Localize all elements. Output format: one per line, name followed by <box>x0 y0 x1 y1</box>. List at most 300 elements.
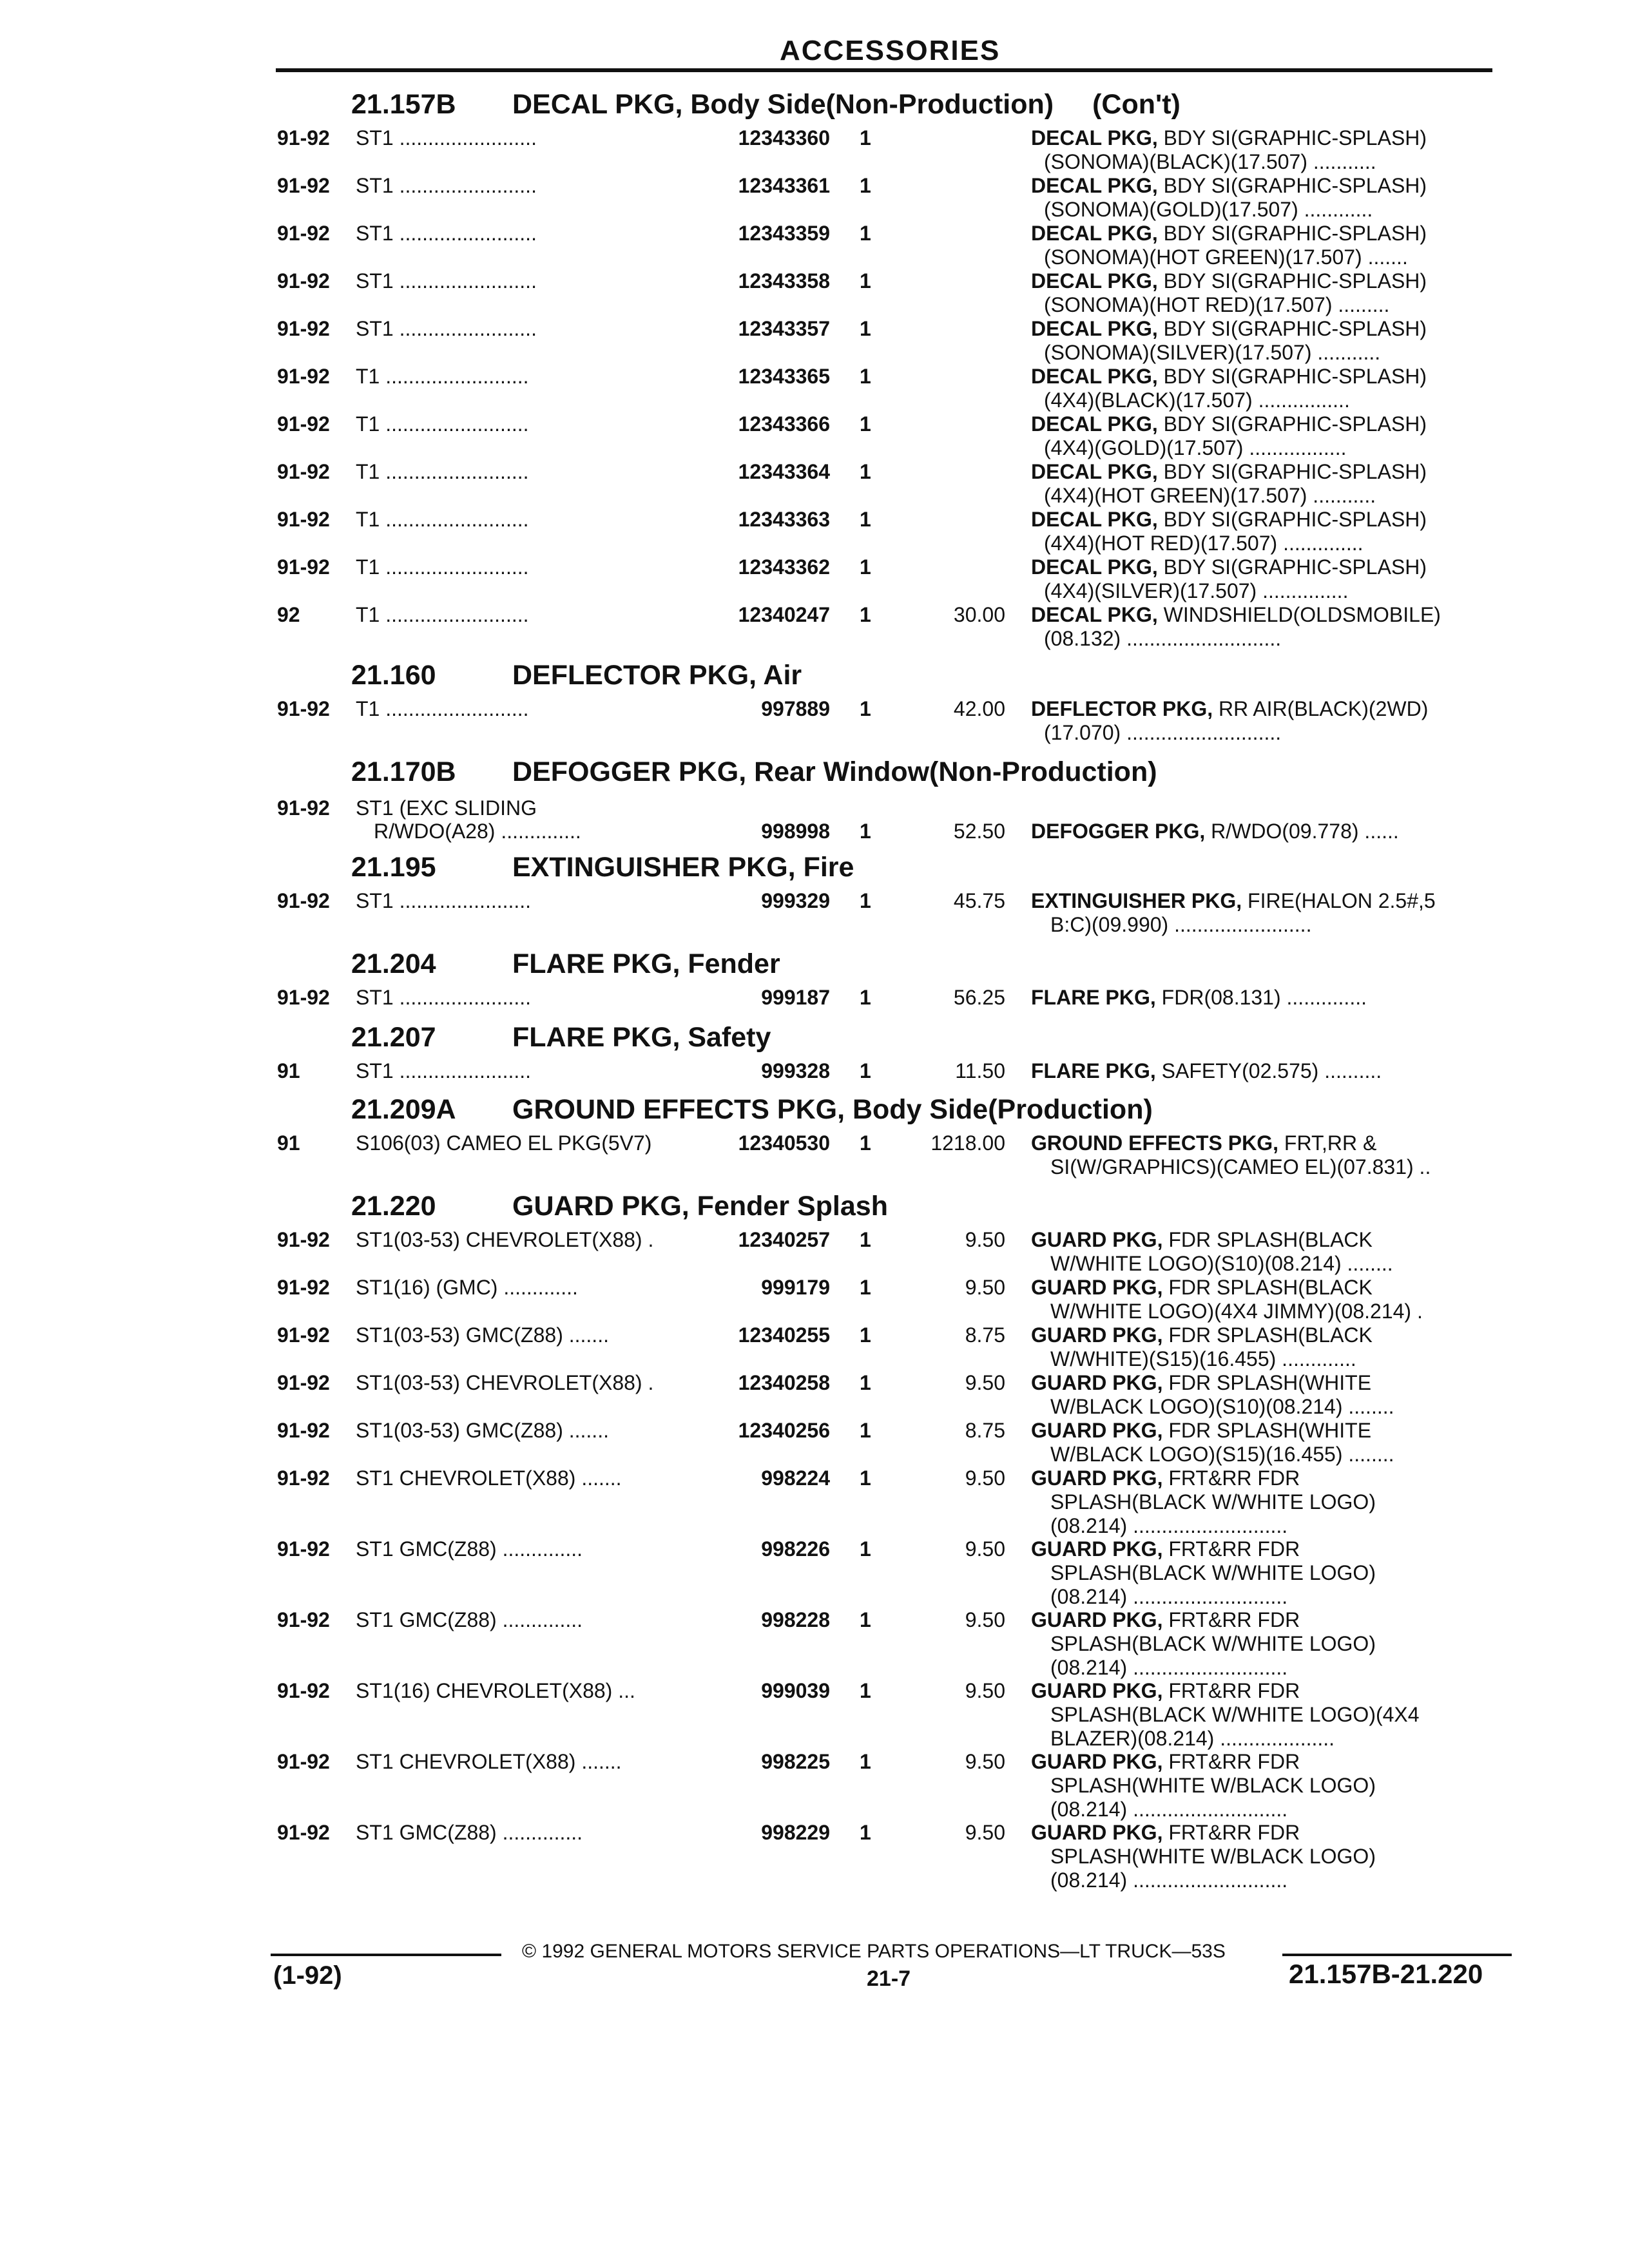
description-line-2: (SONOMA)(HOT GREEN)(17.507) ....... <box>1044 245 1408 269</box>
description-line-1: FRT&RR FDR <box>1162 1679 1300 1702</box>
price: 9.50 <box>965 1276 1005 1299</box>
description-line-2: SI(W/GRAPHICS)(CAMEO EL)(07.831) .. <box>1050 1155 1431 1178</box>
description-key: GUARD PKG, <box>1031 1323 1163 1347</box>
year: 91-92 <box>277 1466 330 1490</box>
description-key: GROUND EFFECTS PKG, <box>1031 1131 1279 1155</box>
price: 9.50 <box>965 1371 1005 1394</box>
part-number: 999329 <box>761 889 830 912</box>
table-row <box>0 365 1629 416</box>
section-title: GUARD PKG, Fender Splash <box>512 1191 888 1222</box>
quantity: 1 <box>860 174 871 197</box>
part-number: 12343360 <box>738 126 830 149</box>
section-heading <box>351 948 780 980</box>
description-line-3: (08.214) ........................... <box>1050 1798 1288 1821</box>
part-number: 12343359 <box>738 222 830 245</box>
description <box>1031 412 1427 460</box>
table-row <box>0 269 1629 321</box>
part-number: 997889 <box>761 697 830 720</box>
description-line-1: FRT&RR FDR <box>1162 1750 1300 1773</box>
description-line-1: BDY SI(GRAPHIC-SPLASH) <box>1157 365 1427 388</box>
table-row <box>0 412 1629 464</box>
table-row <box>0 508 1629 559</box>
quantity: 1 <box>860 1821 871 1844</box>
description-line-2: W/BLACK LOGO)(S10)(08.214) ........ <box>1050 1395 1394 1418</box>
quantity: 1 <box>860 1537 871 1561</box>
table-row <box>0 1323 1629 1375</box>
model: T1 ......................... <box>356 412 529 436</box>
quantity: 1 <box>860 508 871 531</box>
year: 91-92 <box>277 796 330 820</box>
section-heading <box>351 89 1181 120</box>
price: 9.50 <box>965 1679 1005 1702</box>
model: ST1 GMC(Z88) .............. <box>356 1821 583 1844</box>
description <box>1031 986 1367 1010</box>
description-line-1: FRT&RR FDR <box>1162 1537 1300 1561</box>
header-rule <box>276 68 1492 72</box>
description-key: DECAL PKG, <box>1031 365 1158 388</box>
description-line-2: SPLASH(BLACK W/WHITE LOGO)(4X4 <box>1050 1703 1420 1726</box>
year: 91 <box>277 1059 300 1082</box>
description <box>1031 1371 1394 1419</box>
year: 91-92 <box>277 1821 330 1844</box>
description-key: DECAL PKG, <box>1031 460 1158 483</box>
description <box>1031 1323 1373 1371</box>
model: T1 ......................... <box>356 555 529 579</box>
section-title: GROUND EFFECTS PKG, Body Side(Production) <box>512 1094 1153 1125</box>
year: 91-92 <box>277 1679 330 1702</box>
description-line-2: (17.070) ........................... <box>1044 721 1282 744</box>
part-number: 12343361 <box>738 174 830 197</box>
description-line-1: BDY SI(GRAPHIC-SPLASH) <box>1157 460 1427 483</box>
description-key: DECAL PKG, <box>1031 222 1158 245</box>
year: 91-92 <box>277 508 330 531</box>
description <box>1031 1419 1394 1466</box>
year: 91-92 <box>277 986 330 1009</box>
description <box>1031 1821 1376 1892</box>
part-number: 12343364 <box>738 460 830 483</box>
price: 45.75 <box>953 889 1005 912</box>
part-number: 12340257 <box>738 1228 830 1251</box>
price: 1218.00 <box>930 1131 1005 1155</box>
model: ST1 ....................... <box>356 986 532 1009</box>
description <box>1031 269 1427 317</box>
year: 91-92 <box>277 1228 330 1251</box>
quantity: 1 <box>860 222 871 245</box>
description-key: DECAL PKG, <box>1031 126 1158 149</box>
part-number: 998998 <box>761 820 830 843</box>
description-key: DECAL PKG, <box>1031 508 1158 531</box>
description <box>1031 126 1427 174</box>
description-line-1: FIRE(HALON 2.5#,5 <box>1242 889 1436 912</box>
table-row <box>0 1131 1629 1183</box>
description-line-1: BDY SI(GRAPHIC-SPLASH) <box>1157 222 1427 245</box>
part-number: 12343363 <box>738 508 830 531</box>
quantity: 1 <box>860 412 871 436</box>
description <box>1031 555 1427 603</box>
table-row <box>0 1750 1629 1821</box>
price: 56.25 <box>953 986 1005 1009</box>
table-row <box>0 1228 1629 1280</box>
part-number: 12343357 <box>738 317 830 340</box>
description-line-1: BDY SI(GRAPHIC-SPLASH) <box>1157 508 1427 531</box>
part-number: 998224 <box>761 1466 830 1490</box>
model: ST1 GMC(Z88) .............. <box>356 1608 583 1631</box>
section-heading <box>351 756 1157 788</box>
section-number: 21.170B <box>351 756 456 787</box>
model: ST1 ........................ <box>356 126 537 149</box>
year: 91-92 <box>277 889 330 912</box>
description-line-2: SPLASH(BLACK W/WHITE LOGO) <box>1050 1490 1376 1514</box>
description-line-1: BDY SI(GRAPHIC-SPLASH) <box>1157 126 1427 149</box>
year: 91-92 <box>277 222 330 245</box>
quantity: 1 <box>860 269 871 293</box>
footer-rule-left <box>271 1954 501 1956</box>
quantity: 1 <box>860 1419 871 1442</box>
description-line-2: SPLASH(WHITE W/BLACK LOGO) <box>1050 1774 1376 1797</box>
model: T1 ......................... <box>356 697 529 720</box>
section-title: FLARE PKG, Safety <box>512 1022 771 1053</box>
description-line-1: FDR SPLASH(BLACK <box>1162 1228 1373 1251</box>
section-title: EXTINGUISHER PKG, Fire <box>512 852 854 883</box>
table-row <box>0 1371 1629 1423</box>
quantity: 1 <box>860 1131 871 1155</box>
model: ST1 ....................... <box>356 889 532 912</box>
description <box>1031 222 1427 269</box>
description-line-1: R/WDO(09.778) ...... <box>1205 820 1399 843</box>
description-line-2: (SONOMA)(SILVER)(17.507) ........... <box>1044 341 1381 364</box>
part-number: 12340258 <box>738 1371 830 1394</box>
description-line-1: SAFETY(02.575) .......... <box>1155 1059 1382 1082</box>
description-key: DECAL PKG, <box>1031 317 1158 340</box>
quantity: 1 <box>860 1679 871 1702</box>
quantity: 1 <box>860 1228 871 1251</box>
description-key: EXTINGUISHER PKG, <box>1031 889 1242 912</box>
description <box>1031 1059 1382 1083</box>
table-row <box>0 1466 1629 1537</box>
description-line-2: B:C)(09.990) ........................ <box>1050 913 1312 936</box>
description-line-2: W/WHITE LOGO)(S10)(08.214) ........ <box>1050 1252 1393 1275</box>
price: 9.50 <box>965 1537 1005 1561</box>
model: T1 ......................... <box>356 508 529 531</box>
year: 91-92 <box>277 460 330 483</box>
description-key: DECAL PKG, <box>1031 603 1158 626</box>
description-line-1: FRT&RR FDR <box>1162 1608 1300 1631</box>
year: 91-92 <box>277 1750 330 1773</box>
description-line-2: SPLASH(WHITE W/BLACK LOGO) <box>1050 1845 1376 1868</box>
section-number: 21.160 <box>351 660 436 691</box>
model: ST1 ........................ <box>356 222 537 245</box>
table-row <box>0 986 1629 1037</box>
part-number: 999179 <box>761 1276 830 1299</box>
copyright-line: © 1992 GENERAL MOTORS SERVICE PARTS OPERATIONS—LT TRUCK—53S <box>522 1941 1226 1962</box>
table-row <box>0 1276 1629 1327</box>
model: ST1 GMC(Z88) .............. <box>356 1537 583 1561</box>
description-key: GUARD PKG, <box>1031 1276 1163 1299</box>
description-key: DEFLECTOR PKG, <box>1031 697 1213 720</box>
description-line-1: FDR SPLASH(WHITE <box>1162 1419 1372 1442</box>
section-title: FLARE PKG, Fender <box>512 948 780 979</box>
year: 91-92 <box>277 317 330 340</box>
table-row <box>0 1537 1629 1608</box>
section-heading <box>351 660 802 691</box>
section-range: 21.157B-21.220 <box>1289 1959 1483 1989</box>
description-line-1: WINDSHIELD(OLDSMOBILE) <box>1157 603 1441 626</box>
description-line-1: BDY SI(GRAPHIC-SPLASH) <box>1157 269 1427 293</box>
description-key: GUARD PKG, <box>1031 1821 1163 1844</box>
model: ST1(03-53) CHEVROLET(X88) . <box>356 1371 654 1394</box>
page-title: ACCESSORIES <box>780 35 1001 66</box>
year: 92 <box>277 603 300 626</box>
price: 9.50 <box>965 1228 1005 1251</box>
description-key: GUARD PKG, <box>1031 1419 1163 1442</box>
table-row <box>0 796 1629 841</box>
section-heading <box>351 1191 888 1222</box>
description-line-1: FDR SPLASH(BLACK <box>1162 1323 1373 1347</box>
table-row <box>0 222 1629 273</box>
table-row <box>0 126 1629 178</box>
model: ST1(03-53) CHEVROLET(X88) . <box>356 1228 654 1251</box>
model: ST1 CHEVROLET(X88) ....... <box>356 1466 622 1490</box>
part-number: 12343365 <box>738 365 830 388</box>
description <box>1031 697 1428 745</box>
description-line-1: BDY SI(GRAPHIC-SPLASH) <box>1157 317 1427 340</box>
description-line-2: (4X4)(HOT RED)(17.507) .............. <box>1044 532 1364 555</box>
description-line-2: (4X4)(SILVER)(17.507) ............... <box>1044 579 1349 602</box>
section-heading <box>351 852 854 883</box>
year: 91-92 <box>277 126 330 149</box>
description-line-2: W/BLACK LOGO)(S15)(16.455) ........ <box>1050 1443 1394 1466</box>
description-line-2: SPLASH(BLACK W/WHITE LOGO) <box>1050 1632 1376 1655</box>
model: ST1 (EXC SLIDING <box>356 796 537 820</box>
description-key: GUARD PKG, <box>1031 1371 1163 1394</box>
description-line-3: BLAZER)(08.214) .................... <box>1050 1727 1335 1750</box>
year: 91-92 <box>277 1323 330 1347</box>
description-line-1: FRT&RR FDR <box>1162 1821 1300 1844</box>
description-line-2: (08.132) ........................... <box>1044 627 1282 650</box>
description-line-2: W/WHITE)(S15)(16.455) ............. <box>1050 1347 1356 1370</box>
part-number: 12343358 <box>738 269 830 293</box>
section-number: 21.157B <box>351 89 456 120</box>
price: 8.75 <box>965 1323 1005 1347</box>
description-line-1: BDY SI(GRAPHIC-SPLASH) <box>1157 174 1427 197</box>
quantity: 1 <box>860 889 871 912</box>
part-number: 998226 <box>761 1537 830 1561</box>
quantity: 1 <box>860 460 871 483</box>
model: ST1(03-53) GMC(Z88) ....... <box>356 1323 609 1347</box>
description-key: GUARD PKG, <box>1031 1750 1163 1773</box>
description <box>1031 820 1399 843</box>
section-number: 21.220 <box>351 1191 436 1222</box>
description-key: DECAL PKG, <box>1031 269 1158 293</box>
part-number: 12343362 <box>738 555 830 579</box>
table-row <box>0 697 1629 749</box>
model: ST1 ........................ <box>356 174 537 197</box>
model: T1 ......................... <box>356 603 529 626</box>
year: 91-92 <box>277 555 330 579</box>
price: 30.00 <box>953 603 1005 626</box>
quantity: 1 <box>860 1750 871 1773</box>
model: ST1 ........................ <box>356 317 537 340</box>
model: ST1(03-53) GMC(Z88) ....... <box>356 1419 609 1442</box>
description <box>1031 889 1436 937</box>
section-continued: (Con't) <box>1092 89 1181 120</box>
table-row <box>0 1821 1629 1892</box>
description-line-2: (SONOMA)(BLACK)(17.507) ........... <box>1044 150 1376 173</box>
revision-date: (1-92) <box>273 1961 342 1990</box>
description-key: DEFOGGER PKG, <box>1031 820 1206 843</box>
section-number: 21.195 <box>351 852 436 883</box>
section-heading <box>351 1022 771 1053</box>
year: 91-92 <box>277 697 330 720</box>
quantity: 1 <box>860 126 871 149</box>
part-number: 12340255 <box>738 1323 830 1347</box>
year: 91-92 <box>277 412 330 436</box>
year: 91-92 <box>277 1537 330 1561</box>
year: 91-92 <box>277 1608 330 1631</box>
description-line-2: (4X4)(GOLD)(17.507) ................. <box>1044 436 1347 459</box>
description <box>1031 174 1427 222</box>
part-number: 998228 <box>761 1608 830 1631</box>
quantity: 1 <box>860 555 871 579</box>
section-heading <box>351 1094 1153 1126</box>
description <box>1031 1276 1423 1323</box>
section-title: DECAL PKG, Body Side(Non-Production) <box>512 89 1054 120</box>
year: 91-92 <box>277 269 330 293</box>
year: 91-92 <box>277 1276 330 1299</box>
table-row <box>0 1679 1629 1750</box>
year: 91 <box>277 1131 300 1155</box>
table-row <box>0 889 1629 941</box>
quantity: 1 <box>860 317 871 340</box>
description-line-1: BDY SI(GRAPHIC-SPLASH) <box>1157 412 1427 436</box>
part-number: 999039 <box>761 1679 830 1702</box>
description-key: GUARD PKG, <box>1031 1537 1163 1561</box>
description <box>1031 365 1427 412</box>
part-number: 12340530 <box>738 1131 830 1155</box>
description <box>1031 1608 1376 1680</box>
price: 9.50 <box>965 1466 1005 1490</box>
description-key: DECAL PKG, <box>1031 412 1158 436</box>
model: ST1 ....................... <box>356 1059 532 1082</box>
section-number: 21.207 <box>351 1022 436 1053</box>
price: 9.50 <box>965 1821 1005 1844</box>
part-number: 999328 <box>761 1059 830 1082</box>
section-title: DEFOGGER PKG, Rear Window(Non-Production) <box>512 756 1157 787</box>
quantity: 1 <box>860 1466 871 1490</box>
description-key: DECAL PKG, <box>1031 555 1158 579</box>
description-key: GUARD PKG, <box>1031 1608 1163 1631</box>
description <box>1031 1750 1376 1821</box>
year: 91-92 <box>277 174 330 197</box>
section-title: DEFLECTOR PKG, Air <box>512 660 802 691</box>
model: S106(03) CAMEO EL PKG(5V7) <box>356 1131 652 1155</box>
price: 9.50 <box>965 1750 1005 1773</box>
quantity: 1 <box>860 1059 871 1082</box>
part-number: 998229 <box>761 1821 830 1844</box>
description <box>1031 317 1427 365</box>
description <box>1031 1679 1420 1751</box>
table-row <box>0 317 1629 369</box>
year: 91-92 <box>277 365 330 388</box>
description-line-1: RR AIR(BLACK)(2WD) <box>1213 697 1429 720</box>
model: ST1 CHEVROLET(X88) ....... <box>356 1750 622 1773</box>
description-line-1: BDY SI(GRAPHIC-SPLASH) <box>1157 555 1427 579</box>
description <box>1031 603 1441 651</box>
quantity: 1 <box>860 365 871 388</box>
part-number: 999187 <box>761 986 830 1009</box>
quantity: 1 <box>860 820 871 843</box>
part-number: 998225 <box>761 1750 830 1773</box>
model: T1 ......................... <box>356 460 529 483</box>
description-line-2: (SONOMA)(HOT RED)(17.507) ......... <box>1044 293 1390 316</box>
description-line-3: (08.214) ........................... <box>1050 1656 1288 1679</box>
price: 9.50 <box>965 1608 1005 1631</box>
description-key: GUARD PKG, <box>1031 1679 1163 1702</box>
page-number: 21-7 <box>867 1966 911 1991</box>
quantity: 1 <box>860 986 871 1009</box>
description-key: DECAL PKG, <box>1031 174 1158 197</box>
table-row <box>0 1419 1629 1470</box>
description-line-1: FDR SPLASH(WHITE <box>1162 1371 1372 1394</box>
footer-rule-right <box>1282 1954 1512 1956</box>
part-number: 12340247 <box>738 603 830 626</box>
description-line-1: FRT&RR FDR <box>1162 1466 1300 1490</box>
price: 52.50 <box>953 820 1005 843</box>
description-key: FLARE PKG, <box>1031 986 1156 1009</box>
year: 91-92 <box>277 1371 330 1394</box>
description <box>1031 508 1427 555</box>
part-number: 12340256 <box>738 1419 830 1442</box>
quantity: 1 <box>860 1371 871 1394</box>
description-key: GUARD PKG, <box>1031 1466 1163 1490</box>
description-key: FLARE PKG, <box>1031 1059 1156 1082</box>
description-line-3: (08.214) ........................... <box>1050 1514 1288 1537</box>
model: T1 ......................... <box>356 365 529 388</box>
model-line-2: R/WDO(A28) .............. <box>374 820 581 843</box>
table-row <box>0 1608 1629 1679</box>
description <box>1031 1228 1393 1276</box>
table-row <box>0 555 1629 607</box>
part-number: 12343366 <box>738 412 830 436</box>
description-line-2: (SONOMA)(GOLD)(17.507) ............ <box>1044 198 1373 221</box>
description <box>1031 1131 1431 1179</box>
description-line-2: (4X4)(HOT GREEN)(17.507) ........... <box>1044 484 1376 507</box>
price: 42.00 <box>953 697 1005 720</box>
section-number: 21.204 <box>351 948 436 979</box>
description <box>1031 460 1427 508</box>
description-line-1: FDR(08.131) .............. <box>1155 986 1367 1009</box>
quantity: 1 <box>860 1323 871 1347</box>
quantity: 1 <box>860 603 871 626</box>
quantity: 1 <box>860 697 871 720</box>
description-line-3: (08.214) ........................... <box>1050 1869 1288 1892</box>
description-line-2: SPLASH(BLACK W/WHITE LOGO) <box>1050 1561 1376 1584</box>
price: 8.75 <box>965 1419 1005 1442</box>
model: ST1(16) (GMC) ............. <box>356 1276 578 1299</box>
description-line-1: FRT,RR & <box>1278 1131 1377 1155</box>
description <box>1031 1537 1376 1609</box>
description-line-1: FDR SPLASH(BLACK <box>1162 1276 1373 1299</box>
table-row <box>0 460 1629 512</box>
model: ST1(16) CHEVROLET(X88) ... <box>356 1679 635 1702</box>
table-row <box>0 174 1629 226</box>
description-line-2: (4X4)(BLACK)(17.507) ................ <box>1044 389 1350 412</box>
description-line-2: W/WHITE LOGO)(4X4 JIMMY)(08.214) . <box>1050 1300 1423 1323</box>
description-line-3: (08.214) ........................... <box>1050 1585 1288 1608</box>
quantity: 1 <box>860 1608 871 1631</box>
description-key: GUARD PKG, <box>1031 1228 1163 1251</box>
model: ST1 ........................ <box>356 269 537 293</box>
